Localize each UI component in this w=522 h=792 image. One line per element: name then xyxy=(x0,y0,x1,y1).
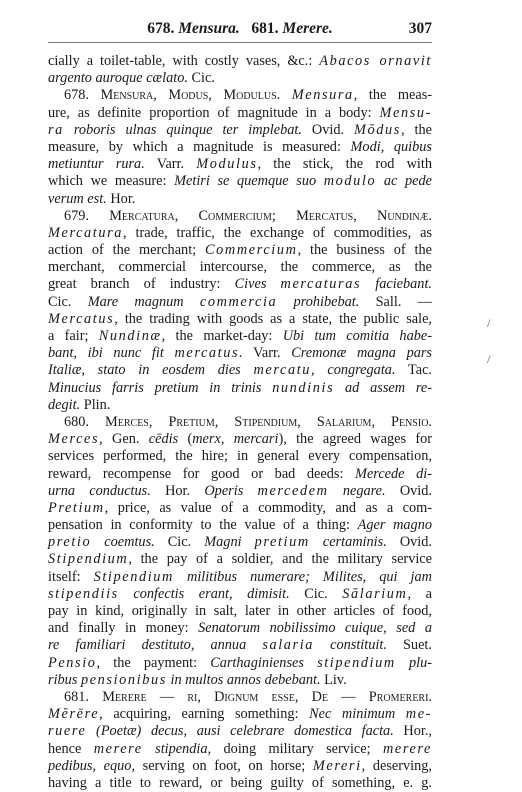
text-run: in multos annos debebant. xyxy=(166,671,321,688)
text-run: Merere — ri, Dignum esse, De — Promereri. xyxy=(102,688,432,705)
text-run: mercatu xyxy=(253,362,312,379)
text-run: mercaturas xyxy=(280,276,362,293)
text-run: , the business of the xyxy=(297,242,433,259)
text-run: Mensura xyxy=(291,87,354,104)
text-run: plu- xyxy=(395,654,432,671)
text-run: 678. xyxy=(64,87,101,104)
text-line xyxy=(48,139,432,156)
text-line xyxy=(48,294,432,311)
text-line xyxy=(48,311,432,328)
text-run: , Gen. xyxy=(99,431,149,448)
text-run: nundinis xyxy=(272,379,335,396)
text-line xyxy=(48,70,432,87)
text-run: Nundinæ xyxy=(98,328,162,344)
text-run: Operis xyxy=(204,482,258,499)
text-run: Ovid. xyxy=(386,534,433,551)
text-run: , the xyxy=(400,121,432,138)
text-line xyxy=(48,466,432,483)
text-run: urna conductus. xyxy=(48,482,151,499)
text-run: Nec minimum xyxy=(309,706,406,723)
text-run: Ovid. xyxy=(385,482,433,499)
text-run: ad assem re- xyxy=(334,379,432,396)
text-run: itself: xyxy=(48,568,94,585)
text-run: , the pay of a soldier, and the military service xyxy=(128,551,432,568)
text-run: Mensu- xyxy=(379,104,432,121)
text-run: hence xyxy=(48,740,94,757)
text-run: militibus numerare; Milites, qui jam xyxy=(173,568,433,585)
text-run: which we measure: xyxy=(48,173,175,190)
text-run: coemtus. xyxy=(91,534,155,551)
text-line xyxy=(48,259,432,276)
running-title xyxy=(48,20,432,38)
text-run: Merces xyxy=(48,431,100,448)
text-run: Mercede di- xyxy=(355,465,432,482)
text-line xyxy=(48,225,432,242)
text-run: Modi, quibus xyxy=(350,138,432,155)
text-run: negare. xyxy=(328,482,386,499)
text-run: merchant, commercial intercourse, the commerce, as the xyxy=(48,259,432,276)
text-run: prohibebat. xyxy=(277,293,360,310)
text-run: pensation in conformity to the value of a thing: xyxy=(48,517,358,534)
text-run: , the trading with goods as a state, the public sale, xyxy=(114,310,432,327)
text-run: Pretium xyxy=(48,499,105,516)
headword-b: Merere. xyxy=(282,20,333,37)
text-line xyxy=(48,517,432,534)
text-run: pretium xyxy=(254,534,310,551)
text-run: roboris ulnas quinque ter implebat. xyxy=(63,121,302,138)
text-run: argento auroque cælato. xyxy=(48,70,188,87)
text-line xyxy=(48,345,432,362)
text-run: salaria xyxy=(262,637,315,654)
text-line xyxy=(48,87,432,104)
text-run: Minucius farris pretium in trinis xyxy=(48,379,273,396)
text-line xyxy=(48,586,432,603)
text-run: re familiari destituto, annua xyxy=(48,637,263,654)
text-line xyxy=(48,242,432,259)
text-line xyxy=(48,328,432,345)
text-run: Ovid. xyxy=(301,121,355,138)
text-line xyxy=(48,173,432,190)
text-run: Italiæ, stato in eosdem dies xyxy=(48,362,254,379)
text-run: faciebant. xyxy=(361,276,433,293)
text-run: ruere xyxy=(48,723,87,740)
text-line xyxy=(48,431,432,448)
text-run: pay in kind, originally in salt, later in other articles of food, xyxy=(48,603,432,619)
text-line xyxy=(48,500,432,517)
text-run: 681. xyxy=(64,688,103,705)
running-header xyxy=(48,20,432,43)
text-run: and finally in money: xyxy=(48,620,199,637)
text-line xyxy=(48,551,432,568)
text-run: ribus xyxy=(48,671,81,688)
text-line xyxy=(48,122,432,139)
text-line xyxy=(48,655,432,672)
text-run: , serving on foot, on horse; xyxy=(131,757,313,774)
text-line xyxy=(48,483,432,500)
text-run: (Poetæ) decus, ausi celebrare domestica facta. xyxy=(86,723,394,740)
text-run: ( xyxy=(178,431,193,448)
text-run: stipendiis xyxy=(48,585,119,602)
text-run: Mŏdus xyxy=(354,121,401,138)
text-run: , the payment: xyxy=(96,654,211,671)
text-run: , congregata. xyxy=(311,362,396,379)
text-line xyxy=(48,758,432,775)
headword-a: Mensura. xyxy=(178,20,240,37)
text-run: mercatus xyxy=(174,345,240,362)
text-run: bant, ibi nunc fit xyxy=(48,345,175,362)
text-run: mercedem xyxy=(257,482,329,499)
text-line xyxy=(48,741,432,758)
text-run: pedibus, equo xyxy=(48,757,132,774)
text-run: 679. xyxy=(64,207,110,224)
text-line xyxy=(48,569,432,586)
text-line xyxy=(48,637,432,654)
text-run: Sălarium xyxy=(342,585,408,602)
text-run: Hor. xyxy=(106,190,136,207)
text-run: Tac. xyxy=(395,362,433,379)
entry-number-a: 678. xyxy=(147,20,175,37)
text-line xyxy=(48,53,432,70)
text-run: , the stick, the rod with xyxy=(257,156,432,173)
text-line xyxy=(48,414,432,431)
text-run: ure, as definite proportion of magnitude in a body: xyxy=(48,104,380,121)
text-line xyxy=(48,620,432,637)
text-run: degit. xyxy=(48,396,81,413)
text-run xyxy=(280,87,292,103)
text-run: , the meas- xyxy=(353,87,433,104)
text-run: Cives xyxy=(234,276,281,293)
text-line xyxy=(48,105,432,122)
text-line xyxy=(48,156,432,173)
text-run: Senatorum nobilissimo cuique, sed a xyxy=(198,620,432,637)
book-page xyxy=(48,20,432,792)
text-run: Ager magno xyxy=(357,517,432,534)
text-line xyxy=(48,362,432,379)
text-run: Ubi tum comitia habe- xyxy=(282,328,432,344)
text-run: reward, recompense for good or bad deeds: xyxy=(48,465,356,482)
text-run: 680. xyxy=(64,413,106,430)
text-run: Abacos ornavit xyxy=(319,53,432,69)
text-run: Mereri xyxy=(312,757,362,774)
page-number: 307 xyxy=(408,20,432,37)
text-run: Mercatus xyxy=(48,310,115,327)
text-run: Varr. xyxy=(242,345,292,362)
text-line xyxy=(48,448,432,465)
text-line xyxy=(48,380,432,397)
text-run: Suet. xyxy=(386,637,432,654)
text-run: Mercatura, Commercium; Mercatus, Nundinæ. xyxy=(109,207,433,224)
text-run: cēdis xyxy=(148,431,179,448)
text-run: Stipendium xyxy=(93,568,174,585)
text-run: action of the merchant; xyxy=(48,242,206,259)
text-run: Cic. xyxy=(48,293,88,310)
text-run: verum est. xyxy=(48,190,107,207)
text-run: Mĕrēre xyxy=(48,706,100,723)
text-run: , deserving, xyxy=(361,757,432,774)
text-line xyxy=(48,775,432,792)
dictionary-text xyxy=(48,53,432,792)
text-run: merere xyxy=(382,740,432,757)
text-run: . xyxy=(239,345,243,362)
text-run: stipendium xyxy=(317,654,396,671)
text-run: services performed, the hire; in general every compensation, xyxy=(48,448,432,465)
margin-mark: / xyxy=(487,352,491,366)
text-run: merere xyxy=(93,740,143,757)
text-run: Cremonæ magna pars xyxy=(291,345,432,362)
text-run: Mare magnum xyxy=(87,293,200,310)
text-line xyxy=(48,534,432,551)
text-run: Pensio xyxy=(48,654,97,671)
text-run: , trade, traffic, the exchange of commodities, as xyxy=(123,224,432,241)
text-run: having a title to reward, or being guilty of something, e. g. xyxy=(48,774,432,791)
text-run: Metiri se quemque suo xyxy=(174,173,324,190)
text-run: stipendia xyxy=(142,740,208,757)
text-run: Cic. xyxy=(289,585,343,602)
text-line xyxy=(48,603,432,620)
text-line xyxy=(48,191,432,208)
text-run: pretio xyxy=(48,534,92,551)
text-run: Plin. xyxy=(80,396,111,413)
text-line xyxy=(48,672,432,689)
entry-number-b: 681. xyxy=(251,20,279,37)
text-run: Mercatura xyxy=(48,224,124,241)
text-line xyxy=(48,208,432,225)
text-run: me- xyxy=(405,706,432,723)
text-run: commercia xyxy=(199,293,278,310)
text-line xyxy=(48,276,432,293)
text-run: Hor., xyxy=(393,723,432,740)
text-run: Hor. xyxy=(150,482,205,499)
text-run: Magni xyxy=(204,534,255,551)
text-run: ), the agreed wages for xyxy=(278,431,432,448)
text-run: constituit. xyxy=(314,637,387,654)
text-run: great branch of industry: xyxy=(48,276,235,293)
text-run: , acquiring, earning something: xyxy=(99,706,310,723)
text-run: merx, mercari xyxy=(192,431,279,448)
text-run: pensionibus xyxy=(80,671,167,688)
text-run: a fair; xyxy=(48,328,99,344)
text-run: Cic. xyxy=(154,534,205,551)
text-line xyxy=(48,723,432,740)
text-run: ra xyxy=(48,121,64,138)
text-line xyxy=(48,706,432,723)
text-run: Merces, Pretium, Stipendium, Salarium, Pensio. xyxy=(105,413,432,430)
text-run: , doing military service; xyxy=(207,740,383,757)
text-run: Stipendium xyxy=(48,551,129,568)
text-run: confectis erant, dimisit. xyxy=(118,585,290,602)
text-run: Liv. xyxy=(320,671,347,688)
text-run: cially a toilet-table, with costly vases, &c.: xyxy=(48,53,320,69)
text-run: Varr. xyxy=(144,156,197,173)
text-run: Modulus xyxy=(196,156,258,173)
text-run: Mensura, Modus, Modulus. xyxy=(100,87,281,104)
text-run: Commercium xyxy=(205,242,298,259)
text-run: modulo xyxy=(323,173,377,190)
text-run: , price, as value of a commodity, and as a com- xyxy=(104,499,432,516)
text-run: measure, by which a magnitude is measured: xyxy=(48,138,351,155)
text-run: ac pede xyxy=(376,173,432,190)
text-run: Sall. — xyxy=(359,293,432,310)
margin-mark: / xyxy=(487,316,491,330)
text-line xyxy=(48,689,432,706)
text-run: metiuntur rura. xyxy=(48,156,145,173)
text-run: , the market-day: xyxy=(161,328,283,344)
text-run: , a xyxy=(407,585,432,602)
text-run: Cic. xyxy=(187,70,215,87)
text-run: Carthaginienses xyxy=(210,654,318,671)
text-line xyxy=(48,397,432,414)
text-run: certaminis. xyxy=(309,534,387,551)
